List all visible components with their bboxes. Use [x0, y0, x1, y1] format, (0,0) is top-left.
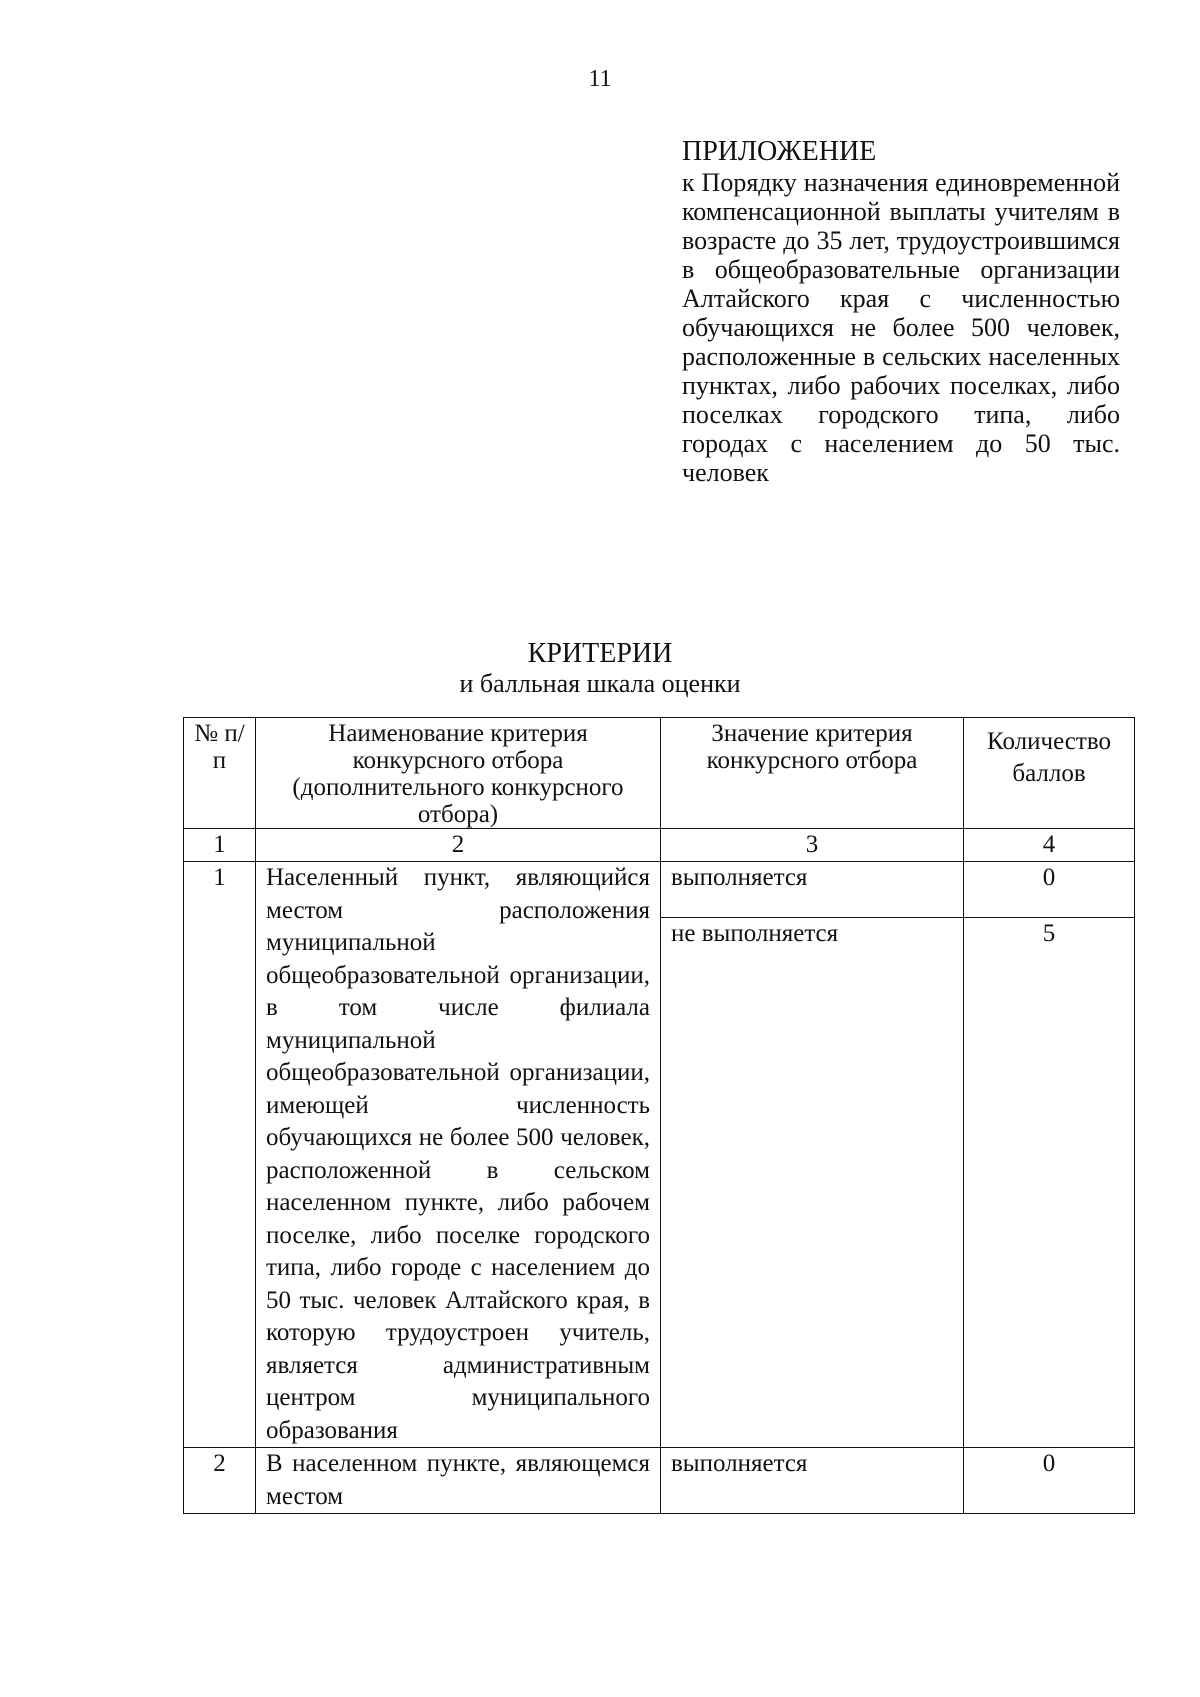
row-name: Населенный пункт, являющийся местом расположения муниципальной общеобразовательной организации, в том числе филиала муниципальной общеобразовательной организации, имеющей численность обучающихся не более 500 человек, расположенной в сельском населенном пункте, либо рабочем поселке, либо поселке городского типа, либо городе с населением до 50 тыс. человек Алтайского края, в которую трудоустроен учитель, является административным центром муниципального образования: [256, 862, 661, 1448]
criteria-heading: [0, 638, 1200, 698]
table-header-row: [184, 718, 1135, 829]
row-points: 0: [964, 862, 1135, 918]
header-points: Количество баллов: [964, 718, 1135, 829]
page-number: 11: [588, 66, 612, 92]
column-number: 3: [661, 829, 964, 862]
table-row: [184, 1448, 1135, 1514]
header-value: Значение критерия конкурсного отбора: [661, 718, 964, 829]
row-value: выполняется: [661, 1448, 964, 1514]
row-value: выполняется: [661, 862, 964, 918]
header-num: № п/п: [184, 718, 256, 829]
row-points: 5: [964, 918, 1135, 1448]
row-value: не выполняется: [661, 918, 964, 1448]
criteria-table: [183, 717, 1135, 1514]
column-numbers-row: [184, 829, 1135, 862]
appendix-text: к Порядку назначения единовременной компенсационной выплаты учителям в возрасте до 35 лет, трудоустроившимся в общеобразовательные организации Алтайского края с численностью обучающихся не более 500 человек, расположенные в сельских населенных пунктах, либо рабочих поселках, либо поселках городского типа, либо городах с населением до 50 тыс. человек: [682, 168, 1120, 487]
row-name: В населенном пункте, являющемся местом: [256, 1448, 661, 1514]
row-num: 1: [184, 862, 256, 1448]
row-points: 0: [964, 1448, 1135, 1514]
column-number: 4: [964, 829, 1135, 862]
appendix-block: [682, 136, 1120, 487]
criteria-title: КРИТЕРИИ: [527, 638, 673, 669]
criteria-subtitle: и балльная шкала оценки: [459, 669, 741, 698]
appendix-title: ПРИЛОЖЕНИЕ: [682, 136, 877, 167]
table-row: [184, 862, 1135, 918]
header-name: Наименование критерия конкурсного отбора (дополнительного конкурсного отбора): [256, 718, 661, 829]
column-number: 1: [184, 829, 256, 862]
column-number: 2: [256, 829, 661, 862]
row-num: 2: [184, 1448, 256, 1514]
